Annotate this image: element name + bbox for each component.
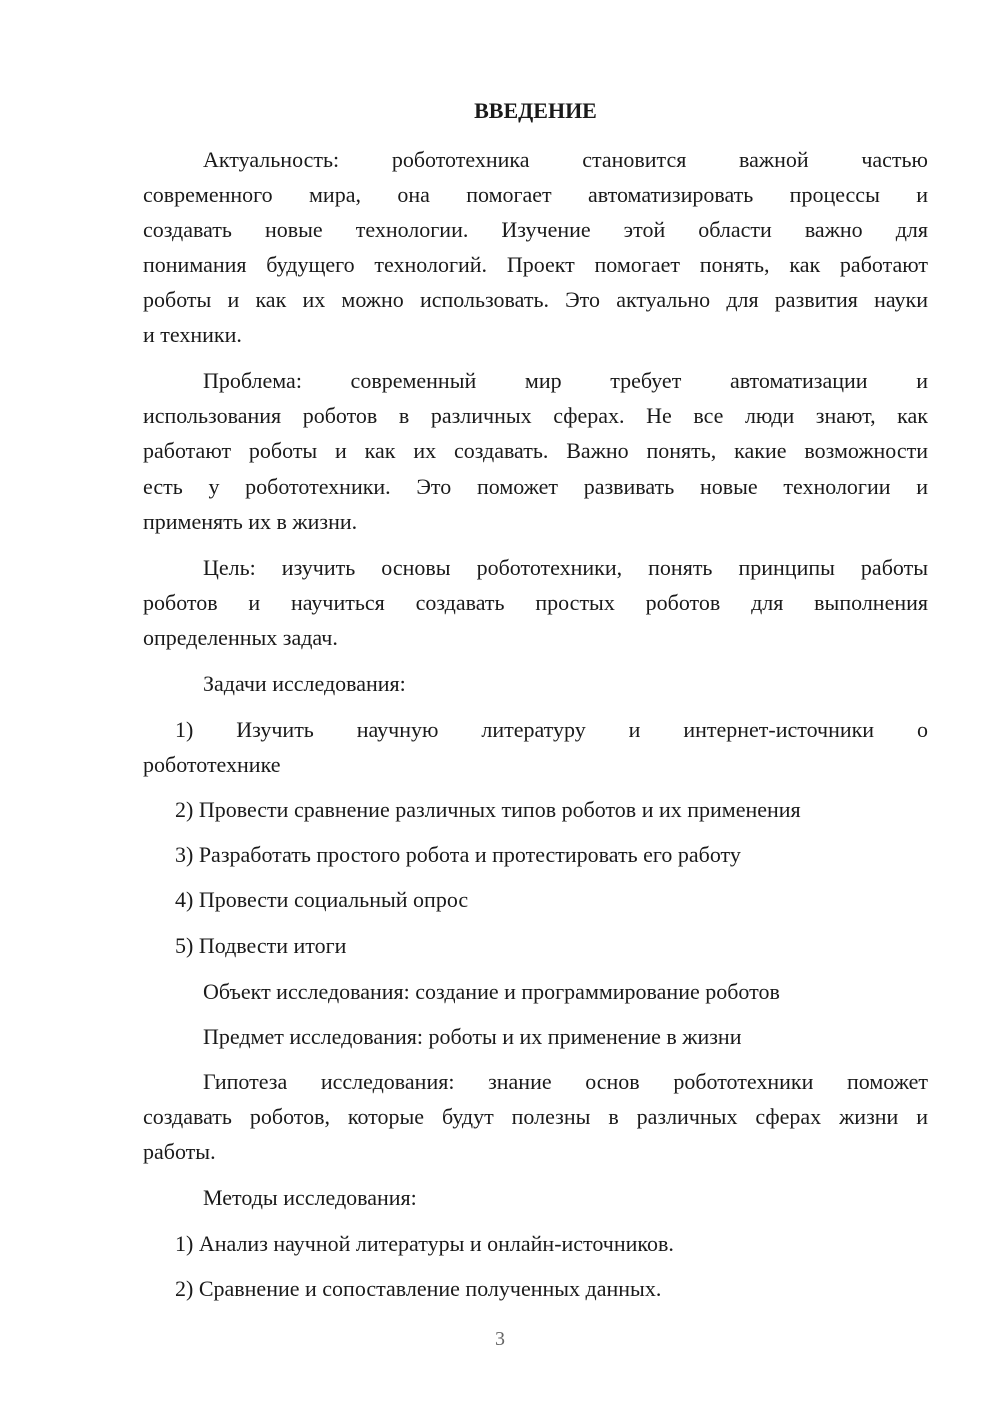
text-line: робототехнике — [143, 752, 281, 777]
text-line: создавать новые технологии. Изучение этой области важно для — [143, 217, 928, 242]
section-title: ВВЕДЕНИЕ — [474, 98, 597, 123]
text-line: определенных задач. — [143, 625, 338, 650]
list-item: 1) Изучить научную литературу и интернет-источники о — [175, 717, 928, 742]
list-item: 1) Анализ научной литературы и онлайн-источников. — [175, 1231, 674, 1256]
text-line: использования роботов в различных сферах. Не все люди знают, как — [143, 403, 928, 428]
text-line: понимания будущего технологий. Проект помогает понять, как работают — [143, 252, 928, 277]
list-item: 2) Сравнение и сопоставление полученных данных. — [175, 1276, 662, 1301]
text-line: Предмет исследования: роботы и их применение в жизни — [203, 1024, 742, 1049]
text-line: есть у робототехники. Это поможет развивать новые технологии и — [143, 474, 928, 499]
text-line: современного мира, она помогает автоматизировать процессы и — [143, 182, 928, 207]
text-line: роботов и научиться создавать простых роботов для выполнения — [143, 590, 928, 615]
text-line: создавать роботов, которые будут полезны в различных сферах жизни и — [143, 1104, 928, 1129]
text-line: работают роботы и как их создавать. Важно понять, какие возможности — [143, 438, 928, 463]
text-line: Цель: изучить основы робототехники, понять принципы работы — [203, 555, 928, 580]
text-line: роботы и как их можно использовать. Это актуально для развития науки — [143, 287, 928, 312]
list-item: 4) Провести социальный опрос — [175, 887, 469, 912]
text-line: Гипотеза исследования: знание основ робототехники поможет — [203, 1069, 928, 1094]
text-line: Актуальность: робототехника становится важной частью — [203, 147, 928, 172]
text-line: и техники. — [143, 322, 242, 347]
text-line: Объект исследования: создание и программирование роботов — [203, 979, 780, 1004]
text-line: Задачи исследования: — [203, 671, 406, 696]
list-item: 3) Разработать простого робота и протестировать его работу — [175, 842, 741, 867]
text-line: применять их в жизни. — [143, 509, 358, 534]
text-line: Проблема: современный мир требует автоматизации и — [203, 368, 928, 393]
list-item: 5) Подвести итоги — [175, 933, 347, 958]
list-item: 2) Провести сравнение различных типов роботов и их применения — [175, 797, 801, 822]
page-number: 3 — [495, 1328, 505, 1350]
text-line: Методы исследования: — [203, 1185, 417, 1210]
text-line: работы. — [143, 1139, 216, 1164]
